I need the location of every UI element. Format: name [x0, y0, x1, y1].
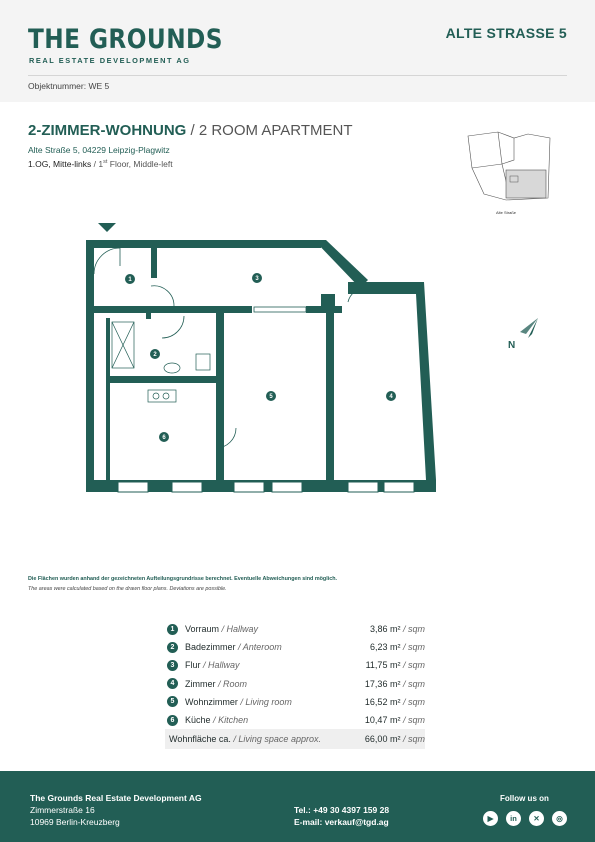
- key-plan: [458, 128, 554, 214]
- plan-label-2: 2: [153, 352, 157, 358]
- room-name-de: Zimmer: [185, 678, 216, 689]
- room-number-badge: 4: [167, 678, 178, 689]
- total-area-value: 66,00 m²: [364, 734, 401, 745]
- compass-north-icon: [506, 316, 542, 352]
- room-row: [167, 675, 425, 693]
- room-name: Zimmer / Room: [185, 678, 248, 689]
- room-area-unit: sqm: [407, 715, 425, 726]
- header: [0, 0, 595, 102]
- footer-phone[interactable]: Tel.: +49 30 4397 159 28: [294, 805, 390, 815]
- title-separator: /: [186, 122, 199, 139]
- room-list: [167, 620, 425, 749]
- plan-label-6: 6: [162, 435, 166, 441]
- room-area-value: 10,47 m²: [364, 715, 401, 726]
- youtube-icon[interactable]: ▶: [483, 811, 498, 826]
- floor-en-text: Floor, Middle-left: [107, 159, 173, 169]
- room-area: 11,75 m² / sqm: [365, 660, 425, 671]
- apartment-title-en: 2 ROOM APARTMENT: [198, 122, 353, 139]
- room-name-en: Living room: [245, 696, 292, 707]
- footer-email[interactable]: E-mail: verkauf@tgd.ag: [294, 817, 389, 827]
- room-area: 6,23 m² / sqm: [369, 642, 425, 653]
- room-area-unit: sqm: [407, 642, 425, 653]
- total-label-en: Living space approx.: [238, 734, 321, 745]
- room-area: 10,47 m² / sqm: [364, 715, 425, 726]
- follow-us-label: Follow us on: [500, 794, 549, 803]
- room-number-badge: 1: [167, 624, 178, 635]
- room-area-unit: sqm: [407, 624, 425, 635]
- room-name-en: Anteroom: [242, 642, 282, 653]
- room-area-value: 3,86 m²: [369, 624, 401, 635]
- footer-company: The Grounds Real Estate Development AG: [30, 793, 202, 803]
- floor-en-suffix: st: [103, 159, 108, 166]
- room-area-unit: sqm: [407, 696, 425, 707]
- room-area-value: 17,36 m²: [364, 678, 401, 689]
- brand-subtitle: REAL ESTATE DEVELOPMENT AG: [29, 56, 191, 65]
- apartment-title-de: 2-ZIMMER-WOHNUNG: [28, 122, 187, 139]
- room-row: [167, 693, 425, 711]
- property-address: ALTE STRASSE 5: [445, 25, 567, 41]
- window: [272, 482, 302, 492]
- room-area-value: 6,23 m²: [369, 642, 401, 653]
- entrance-arrow-icon: [98, 223, 116, 232]
- room-row: [167, 656, 425, 674]
- window: [384, 482, 414, 492]
- room-name-en: Kitchen: [218, 715, 249, 726]
- window: [348, 482, 378, 492]
- window: [118, 482, 148, 492]
- linkedin-icon[interactable]: in: [506, 811, 521, 826]
- room-area: 17,36 m² / sqm: [364, 678, 425, 689]
- footer-street: Zimmerstraße 16: [30, 805, 95, 815]
- footer-city: 10969 Berlin-Kreuzberg: [30, 817, 120, 827]
- room-row: [167, 638, 425, 656]
- apartment-floor: [28, 159, 173, 169]
- disclaimer-de: Die Flächen wurden anhand der gezeichneten Aufteilungsgrundrisse berechnet. Eventuelle Abweichungen sind möglich.: [28, 576, 338, 582]
- brand-logo[interactable]: THE GROUNDS: [28, 24, 223, 55]
- room-row: [167, 620, 425, 638]
- room-area: 3,86 m² / sqm: [369, 624, 425, 635]
- keyplan-street-label: Alte Straße: [496, 210, 517, 214]
- footer: [0, 771, 595, 842]
- floor-separator: /: [91, 159, 99, 169]
- room-number-badge: 2: [167, 642, 178, 653]
- room-name: Vorraum / Hallway: [185, 624, 259, 635]
- floor-en-number: 1: [98, 159, 104, 169]
- object-number: Objektnummer: WE 5: [28, 81, 110, 91]
- total-area-unit: sqm: [407, 734, 425, 745]
- room-name: Küche / Kitchen: [185, 715, 249, 726]
- total-area: 66,00 m² / sqm: [364, 734, 425, 745]
- floor-de: 1.OG, Mitte-links: [28, 159, 92, 169]
- plan-label-5: 5: [269, 394, 273, 400]
- window: [172, 482, 202, 492]
- room-area: 16,52 m² / sqm: [364, 696, 425, 707]
- instagram-icon[interactable]: ◎: [552, 811, 567, 826]
- room-area-value: 11,75 m²: [365, 660, 401, 671]
- room-name: Wohnzimmer / Living room: [185, 696, 292, 707]
- x-icon[interactable]: ✕: [529, 811, 544, 826]
- room-name-de: Badezimmer: [185, 642, 236, 653]
- compass-label: N: [508, 340, 516, 351]
- room-number-badge: 5: [167, 696, 178, 707]
- plan-label-3: 3: [255, 276, 259, 282]
- plan-label-1: 1: [128, 277, 132, 283]
- room-name-de: Wohnzimmer: [185, 696, 238, 707]
- total-label-de: Wohnfläche ca.: [169, 734, 231, 745]
- room-name: Flur / Hallway: [185, 660, 240, 671]
- window: [234, 482, 264, 492]
- apartment-title: [28, 122, 352, 139]
- room-name-de: Vorraum: [185, 624, 220, 635]
- room-area-value: 16,52 m²: [364, 696, 401, 707]
- room-name-en: Hallway: [208, 660, 240, 671]
- total-area-row: [165, 729, 425, 749]
- room-name-en: Room: [223, 678, 248, 689]
- header-divider: [28, 75, 567, 76]
- room-name-de: Flur: [185, 660, 201, 671]
- room-number-badge: 6: [167, 715, 178, 726]
- room-row: [167, 711, 425, 729]
- room-name-de: Küche: [185, 715, 211, 726]
- plan-label-4: 4: [389, 394, 393, 400]
- room-name-en: Hallway: [226, 624, 259, 635]
- highlighted-unit: [506, 170, 546, 198]
- disclaimer-en: The areas were calculated based on the drawn floor plans. Deviations are possible.: [28, 586, 227, 592]
- apartment-address: Alte Straße 5, 04229 Leipzig-Plagwitz: [28, 145, 170, 155]
- room-number-badge: 3: [167, 660, 178, 671]
- floor-plan: [86, 218, 446, 500]
- total-label: Wohnfläche ca. / Living space approx.: [169, 734, 321, 745]
- room-area-unit: sqm: [407, 660, 425, 671]
- room-name: Badezimmer / Anteroom: [185, 642, 282, 653]
- room-area-unit: sqm: [407, 678, 425, 689]
